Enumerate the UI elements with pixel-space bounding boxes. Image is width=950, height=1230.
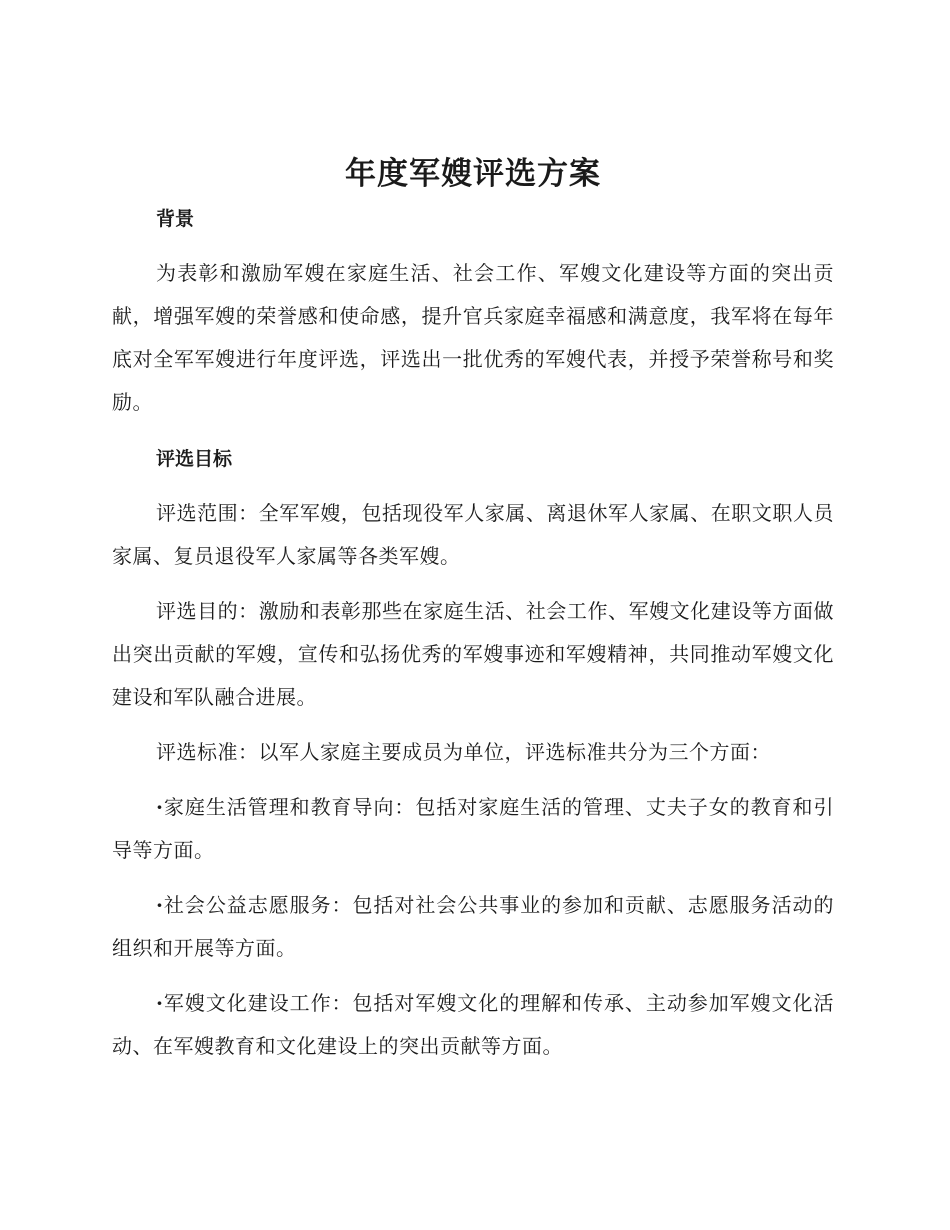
bullet-item (112, 982, 834, 1068)
bullet-marker: · (156, 893, 164, 917)
bullet-item (112, 884, 834, 970)
bullet-marker: · (156, 795, 164, 819)
bullet-text: 家庭生活管理和教育导向：包括对家庭生活的管理、丈夫子女的教育和引导等方面。 (112, 795, 834, 862)
bullet-item (112, 786, 834, 872)
background-paragraph: 为表彰和激励军嫂在家庭生活、社会工作、军嫂文化建设等方面的突出贡献，增强军嫂的荣誉感和使命感，提升官兵家庭幸福感和满意度，我军将在每年底对全军军嫂进行年度评选，评选出一批优秀的军嫂代表，并授予荣誉称号和奖励。 (112, 261, 834, 414)
scope-paragraph: 评选范围：全军军嫂，包括现役军人家属、离退休军人家属、在职文职人员家属、复员退役军人家属等各类军嫂。 (112, 501, 834, 568)
document-title: 年度军嫂评选方案 (345, 156, 601, 192)
criteria-paragraph: 评选标准：以军人家庭主要成员为单位，评选标准共分为三个方面： (156, 740, 771, 764)
purpose-paragraph: 评选目的：激励和表彰那些在家庭生活、社会工作、军嫂文化建设等方面做出突出贡献的军嫂，宣传和弘扬优秀的军嫂事迹和军嫂精神，共同推动军嫂文化建设和军队融合进展。 (112, 599, 834, 709)
bullet-text: 社会公益志愿服务：包括对社会公共事业的参加和贡献、志愿服务活动的组织和开展等方面。 (112, 893, 834, 960)
document-page (112, 148, 834, 1068)
bullet-marker: · (156, 991, 164, 1015)
section-heading-background: 背景 (156, 208, 195, 230)
section-heading-goals: 评选目标 (156, 448, 233, 470)
bullet-text: 军嫂文化建设工作：包括对军嫂文化的理解和传承、主动参加军嫂文化活动、在军嫂教育和文化建设上的突出贡献等方面。 (112, 991, 834, 1058)
